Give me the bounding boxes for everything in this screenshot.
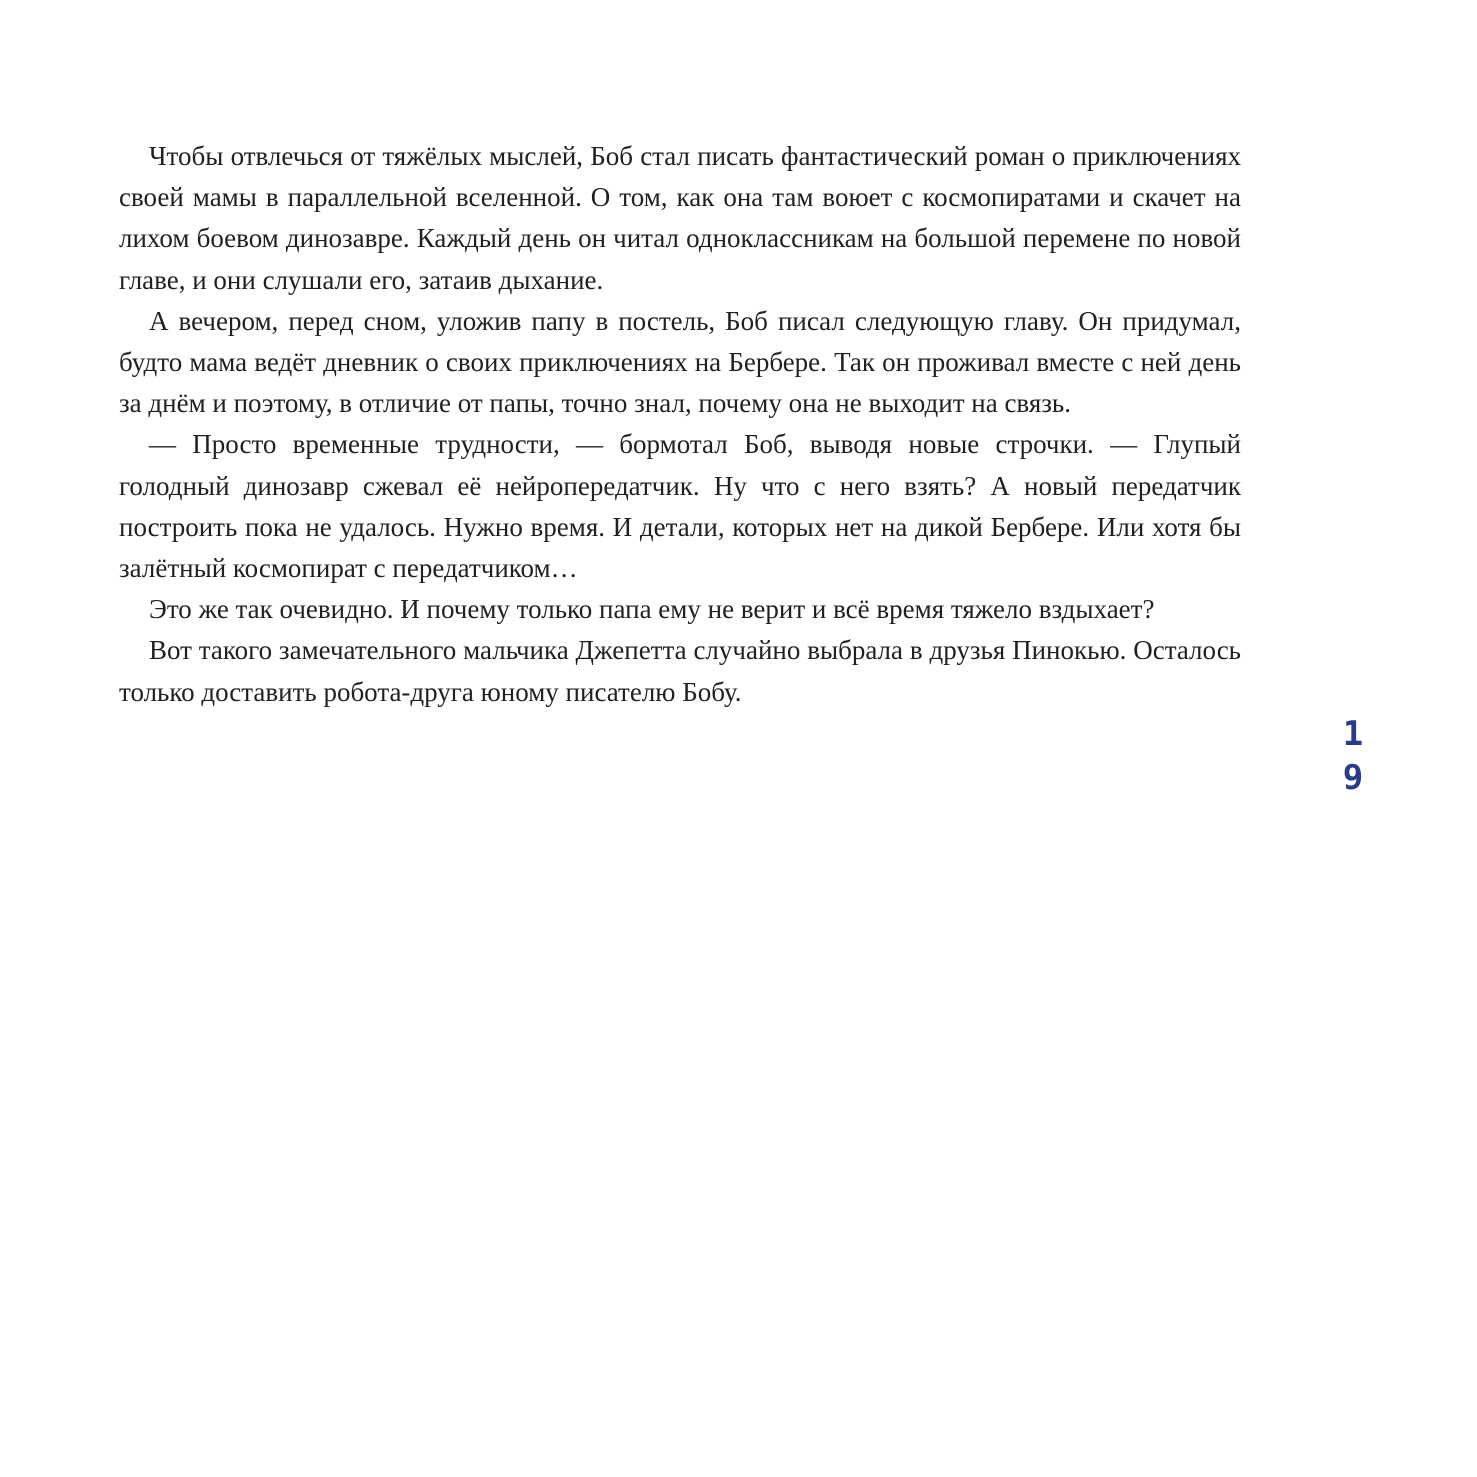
page-number-digit: 1 [1342,714,1364,754]
paragraph: — Просто временные трудности, — бормотал Боб, выводя новые строчки. — Глупый голодный динозавр сжевал её нейропередатчик. Ну что с него взять? А новый передатчик построить пока не удалось. Нужно время. И детали, которых нет на дикой Бербере. Или хотя бы залётный космопират с передатчиком… [119,429,1241,584]
paragraph: Чтобы отвлечься от тяжёлых мыслей, Боб стал писать фантастический роман о приключениях своей мамы в параллельной вселенной. О том, как она там воюет с космопиратами и скачет на лихом боевом динозавре. Каждый день он читал одноклассникам на большой перемене по новой главе, и они слушали его, затаив дыхание. [119,141,1241,295]
page-number [1338,712,1368,800]
paragraph: Это же так очевидно. И почему только папа ему не верит и всё время тяжело вздыхает? [149,594,1155,625]
paragraph: Вот такого замечательного мальчика Джепетта случайно выбрала в друзья Пинокью. Осталось только доставить робота-друга юному писателю Бобу. [119,635,1241,707]
body-text [119,136,1241,713]
page-number-digit: 9 [1342,758,1364,798]
paragraph: А вечером, перед сном, уложив папу в постель, Боб писал следующую главу. Он придумал, будто мама ведёт дневник о своих приключениях на Бербере. Так он проживал вместе с ней день за днём и поэтому, в отличие от папы, точно знал, почему она не выходит на связь. [119,305,1241,419]
